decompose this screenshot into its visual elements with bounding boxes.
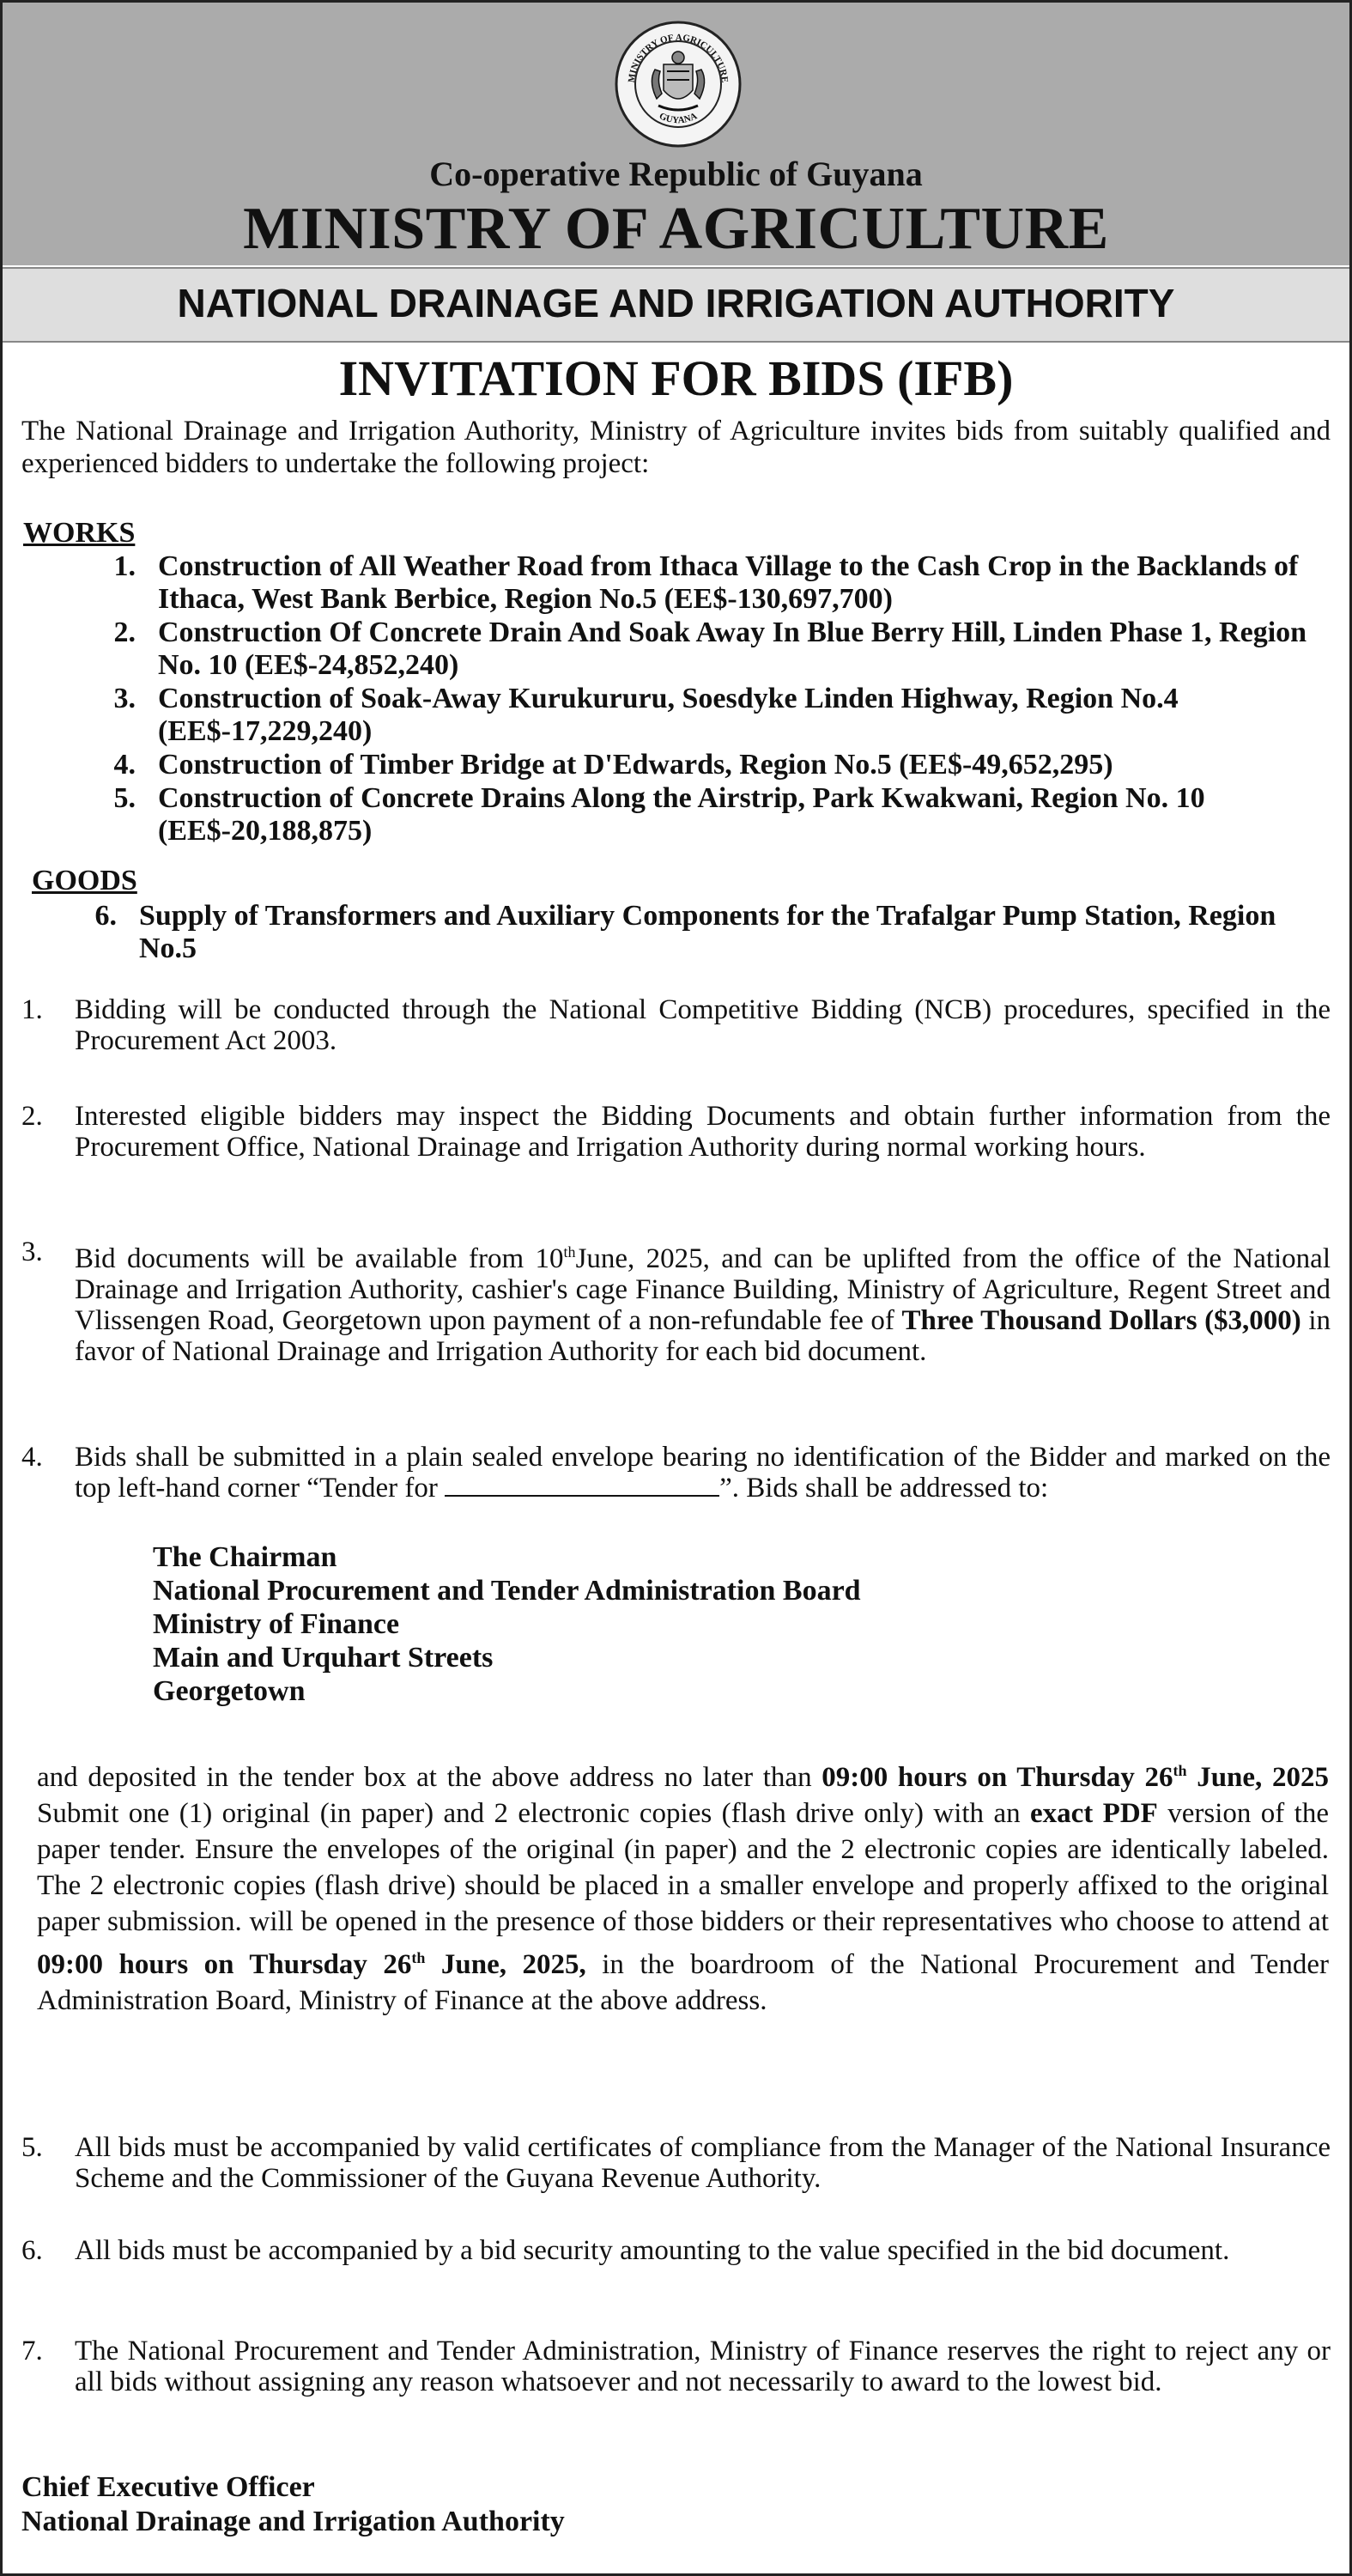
clause-2 <box>21 1101 1331 1163</box>
ministry-seal-logo <box>614 20 743 149</box>
list-item <box>28 782 1325 848</box>
clause-4-text-b: ”. Bids shall be addressed to: <box>719 1473 1049 1504</box>
intro-paragraph: The National Drainage and Irrigation Authority, Ministry of Agriculture invites bids from suitably qualified and experienced bidders to undertake the following project: <box>21 416 1331 479</box>
list-item <box>28 550 1325 616</box>
address-line: Ministry of Finance <box>153 1608 400 1640</box>
item-number: 6. <box>94 900 117 932</box>
deposit-text: version of the paper tender. Ensure the envelopes of the original (in paper) and the 2 electronic copies are identically labeled. The 2 electronic copies (flash drive) should be placed in a smaller envelope and properly affixed to the original paper submission. will be opened in the presence of those bidders or their representatives who choose to attend at <box>37 1798 1329 1937</box>
clause-1 <box>21 994 1331 1056</box>
clause-number: 2. <box>21 1101 43 1132</box>
item-text: Construction of Soak-Away Kurukururu, Soesdyke Linden Highway, Region No.4 (EE$-17,229,240) <box>158 683 1179 747</box>
clause-5 <box>21 2132 1331 2194</box>
item-text: Construction of Concrete Drains Along the Airstrip, Park Kwakwani, Region No. 10 (EE$-20,188,875) <box>158 782 1205 847</box>
item-text: Construction of Timber Bridge at D'Edwards, Region No.5 (EE$-49,652,295) <box>158 749 1113 781</box>
clause-3-text-b: June, 2025, and can be uplifted from the office of the National Drainage and Irrigation Authority, cashier's cage Finance Building, Ministry of Agriculture, Regent Street and Vlissengen Road, Georgetown upon payment of a non-refundable fee of <box>75 1243 1331 1336</box>
tender-name-blank <box>445 1473 719 1497</box>
signature-block <box>21 2470 565 2539</box>
clause-number: 7. <box>21 2336 43 2366</box>
goods-heading: GOODS <box>32 865 137 896</box>
item-number: 4. <box>113 749 136 781</box>
seal-text-top: MINISTRY OF AGRICULTURE <box>626 32 731 83</box>
ministry-title: MINISTRY OF AGRICULTURE <box>243 196 1109 262</box>
item-number: 1. <box>113 550 136 582</box>
fee-amount: Three Thousand Dollars ($3,000) <box>901 1305 1301 1336</box>
clause-6 <box>21 2235 1331 2266</box>
deposit-text: Submit one (1) original (in paper) and 2 electronic copies (flash drive only) with an <box>37 1798 1030 1829</box>
page-title: INVITATION FOR BIDS (IFB) <box>338 350 1014 406</box>
clause-text: All bids must be accompanied by valid certificates of compliance from the Manager of the National Insurance Scheme and the Commissioner of the Guyana Revenue Authority. <box>75 2132 1331 2194</box>
deadline-time: 09:00 hours on Thursday 26 <box>822 1762 1173 1793</box>
clause-number: 5. <box>21 2132 43 2163</box>
clause-7 <box>21 2336 1331 2397</box>
ordinal-suffix: th <box>1173 1762 1187 1779</box>
opening-date: June, 2025, <box>425 1949 586 1980</box>
clause-text: The National Procurement and Tender Administration, Ministry of Finance reserves the right to reject any or all bids without assigning any reason whatsoever and not necessarily to award to the lowest bid. <box>75 2336 1331 2397</box>
works-list <box>28 550 1325 848</box>
clause-3-text-c: in favor of National Drainage and Irrigation Authority for each bid document. <box>75 1305 1331 1367</box>
item-number: 5. <box>113 782 136 814</box>
clause-number: 4. <box>21 1442 43 1473</box>
deposit-paragraph <box>37 1753 1329 2019</box>
deposit-text: in the boardroom of the National Procurement and Tender Administration Board, Ministry of Finance at the above address. <box>37 1949 1330 2016</box>
list-item <box>28 749 1325 781</box>
clause-text: All bids must be accompanied by a bid security amounting to the value specified in the bid document. <box>75 2235 1230 2266</box>
opening-time: 09:00 hours on Thursday 26 <box>37 1949 412 1980</box>
item-number: 3. <box>113 683 136 714</box>
clause-text: Bidding will be conducted through the National Competitive Bidding (NCB) procedures, specified in the Procurement Act 2003. <box>75 994 1331 1056</box>
clause-number: 3. <box>21 1236 43 1267</box>
list-item <box>28 617 1325 682</box>
clause-4-text-a: Bids shall be submitted in a plain sealed envelope bearing no identification of the Bidder and marked on the top left-hand corner “Tender for <box>75 1442 1331 1504</box>
clause-text <box>75 1236 1331 1367</box>
clause-4 <box>21 1442 1331 1504</box>
pdf-requirement: exact PDF <box>1030 1798 1158 1829</box>
deadline-date: June, 2025 <box>1186 1762 1329 1793</box>
bid-address <box>153 1540 861 1708</box>
seal-text-bottom: GUYANA <box>657 111 700 126</box>
authority-title: NATIONAL DRAINAGE AND IRRIGATION AUTHORITY <box>177 281 1175 325</box>
republic-name: Co-operative Republic of Guyana <box>429 155 923 193</box>
clause-3-text-a: Bid documents will be available from 10 <box>75 1243 564 1274</box>
list-item <box>28 683 1325 748</box>
item-number: 2. <box>113 617 136 648</box>
clause-text: Interested eligible bidders may inspect the Bidding Documents and obtain further information from the Procurement Office, National Drainage and Irrigation Authority during normal working hours. <box>75 1101 1331 1163</box>
clause-number: 1. <box>21 994 43 1025</box>
address-line: Georgetown <box>153 1675 306 1707</box>
ordinal-suffix: th <box>411 1949 426 1966</box>
address-line: Main and Urquhart Streets <box>153 1642 494 1674</box>
item-text: Construction Of Concrete Drain And Soak Away In Blue Berry Hill, Linden Phase 1, Region No. 10 (EE$-24,852,240) <box>158 617 1307 681</box>
works-heading: WORKS <box>23 517 136 549</box>
goods-list <box>9 900 1325 966</box>
signatory-title: Chief Executive Officer <box>21 2471 315 2503</box>
address-line: National Procurement and Tender Administration Board <box>153 1575 861 1607</box>
clause-number: 6. <box>21 2235 43 2266</box>
item-text: Construction of All Weather Road from Ithaca Village to the Cash Crop in the Backlands of Ithaca, West Bank Berbice, Region No.5 (EE$-130,697,700) <box>158 550 1299 615</box>
ordinal-suffix: th <box>563 1243 576 1261</box>
deposit-text: and deposited in the tender box at the above address no later than <box>37 1762 822 1793</box>
clause-3 <box>21 1236 1331 1367</box>
signatory-organization: National Drainage and Irrigation Authority <box>21 2506 565 2537</box>
clause-text <box>75 1442 1331 1504</box>
item-text: Supply of Transformers and Auxiliary Components for the Trafalgar Pump Station, Region No.5 <box>139 900 1276 964</box>
list-item <box>9 900 1325 965</box>
address-line: The Chairman <box>153 1541 337 1573</box>
